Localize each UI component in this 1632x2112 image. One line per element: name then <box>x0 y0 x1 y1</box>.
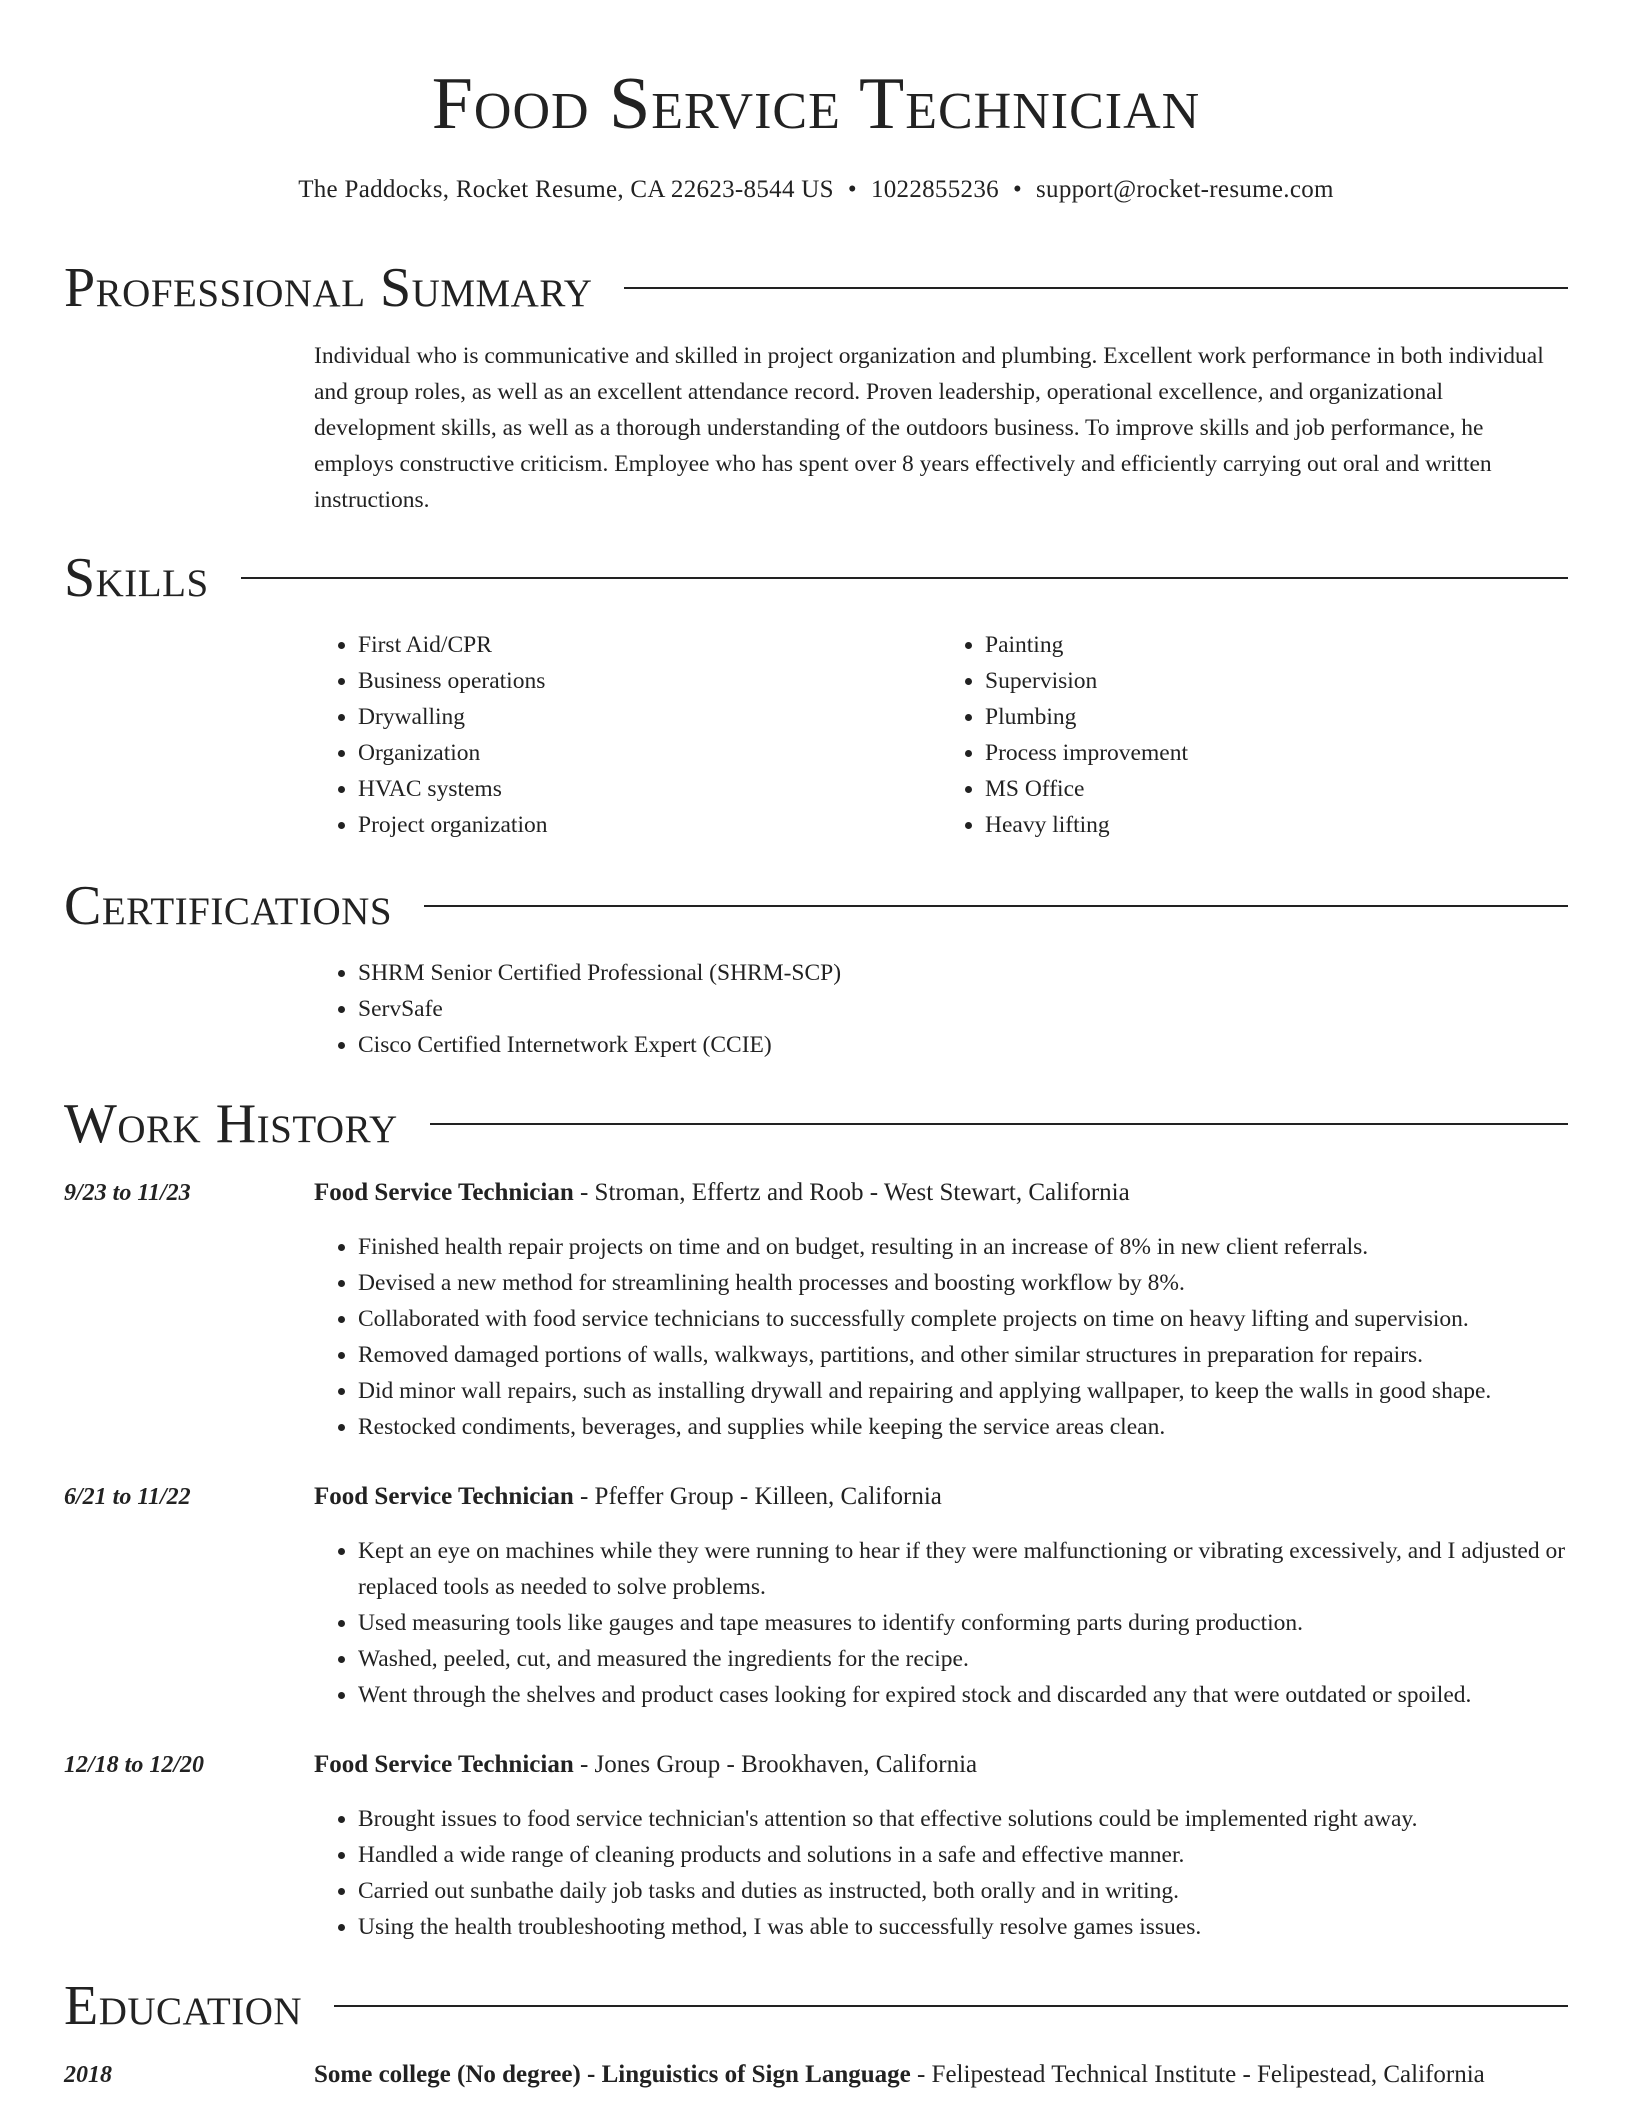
education-school: - Felipestead Technical Institute - Felipestead, California <box>910 2061 1485 2088</box>
job-heading <box>314 1479 1568 1515</box>
skill-item: • MS Office <box>985 771 1568 807</box>
job-title: Food Service Technician <box>314 1483 574 1510</box>
job-heading <box>314 1747 1568 1783</box>
job-dates: 6/21 to 11/22 <box>64 1484 191 1510</box>
skill-item: • HVAC systems <box>358 771 941 807</box>
skills-heading: Skills <box>64 547 209 609</box>
skill-item: • Supervision <box>985 663 1568 699</box>
job-title: Food Service Technician <box>314 1751 574 1778</box>
job-bullet: • Brought issues to food service technician's attention so that effective solutions could be implemented right away. <box>358 1801 1568 1837</box>
address: The Paddocks, Rocket Resume, CA 22623-8544 US <box>298 176 834 203</box>
job-bullet: • Used measuring tools like gauges and tape measures to identify conforming parts during production. <box>358 1605 1568 1641</box>
section-divider <box>334 2005 1568 2007</box>
job-bullet: • Removed damaged portions of walls, walkways, partitions, and other similar structures in preparation for repairs. <box>358 1337 1568 1373</box>
job-dates: 12/18 to 12/20 <box>64 1752 205 1778</box>
job-dates: 9/23 to 11/23 <box>64 1180 191 1206</box>
section-divider <box>241 577 1568 579</box>
job-bullet: • Handled a wide range of cleaning products and solutions in a safe and effective manner. <box>358 1837 1568 1873</box>
certifications-section-header <box>64 876 1568 936</box>
summary-text: Individual who is communicative and skilled in project organization and plumbing. Excellent work performance in both individual and group roles, as well as an excellent attendance record. Proven leadership, operational excellence, and organizational development skills, as well as a thorough understanding of the outdoors business. To improve skills and job performance, he employs constructive criticism. Employee who has spent over 8 years effectively and efficiently carrying out oral and written instructions. <box>314 343 1544 513</box>
skill-item: • Painting <box>985 627 1568 663</box>
section-divider <box>624 287 1568 289</box>
job-bullet: • Carried out sunbathe daily job tasks and duties as instructed, both orally and in writing. <box>358 1873 1568 1909</box>
separator: • <box>1012 176 1022 203</box>
summary-block <box>314 338 1568 518</box>
certifications-list <box>314 955 1568 1063</box>
job-employer: - Jones Group - Brookhaven, California <box>573 1751 978 1778</box>
certification-item: • SHRM Senior Certified Professional (SHRM-SCP) <box>358 955 1568 991</box>
education-heading: Education <box>64 1975 303 2037</box>
section-divider <box>430 1123 1568 1125</box>
education-section-header <box>64 1976 1568 2036</box>
skill-item: • First Aid/CPR <box>358 627 941 663</box>
job-bullets <box>314 1533 1568 1713</box>
job-bullet: • Finished health repair projects on time and on budget, resulting in an increase of 8% in new client referrals. <box>358 1229 1568 1265</box>
skills-list <box>314 627 1568 843</box>
contact-line <box>0 176 1632 204</box>
email-link[interactable]: support@rocket-resume.com <box>1036 176 1334 203</box>
work-history-heading: Work History <box>64 1093 398 1155</box>
job-employer: - Stroman, Effertz and Roob - West Stewart, California <box>573 1179 1130 1206</box>
job-bullet: • Kept an eye on machines while they were running to hear if they were malfunctioning or vibrating excessively, and I adjusted or replaced tools as needed to solve problems. <box>358 1533 1568 1605</box>
education-year: 2018 <box>64 2062 112 2088</box>
job-bullets <box>314 1801 1568 1945</box>
skill-item: • Drywalling <box>358 699 941 735</box>
certifications-heading: Certifications <box>64 875 393 937</box>
education-degree: Some college (No degree) - Linguistics of Sign Language <box>314 2061 911 2088</box>
job-bullets <box>314 1229 1568 1445</box>
job-heading <box>314 1175 1568 1211</box>
job-bullet: • Did minor wall repairs, such as installing drywall and repairing and applying wallpaper, to keep the walls in good shape. <box>358 1373 1568 1409</box>
skill-item: • Organization <box>358 735 941 771</box>
certification-item: • Cisco Certified Internetwork Expert (CCIE) <box>358 1027 1568 1063</box>
certification-item: • ServSafe <box>358 991 1568 1027</box>
job-bullet: • Collaborated with food service technicians to successfully complete projects on time on heavy lifting and supervision. <box>358 1301 1568 1337</box>
education-entry <box>314 2057 1568 2093</box>
skills-column-right <box>941 627 1568 843</box>
job-bullet: • Washed, peeled, cut, and measured the ingredients for the recipe. <box>358 1641 1568 1677</box>
job-employer: - Pfeffer Group - Killeen, California <box>573 1483 942 1510</box>
job-bullet: • Using the health troubleshooting method, I was able to successfully resolve games issues. <box>358 1909 1568 1945</box>
section-divider <box>424 905 1568 907</box>
summary-heading: Professional Summary <box>64 257 593 319</box>
skill-item: • Process improvement <box>985 735 1568 771</box>
skills-section-header <box>64 548 1568 608</box>
phone: 1022855236 <box>870 176 999 203</box>
skill-item: • Heavy lifting <box>985 807 1568 843</box>
skill-item: • Plumbing <box>985 699 1568 735</box>
skills-column-left <box>314 627 941 843</box>
job-bullet: • Restocked condiments, beverages, and supplies while keeping the service areas clean. <box>358 1409 1568 1445</box>
job-title: Food Service Technician <box>314 1179 574 1206</box>
skill-item: • Business operations <box>358 663 941 699</box>
separator: • <box>847 176 857 203</box>
work-history-section-header <box>64 1094 1568 1154</box>
job-bullet: • Devised a new method for streamlining health processes and boosting workflow by 8%. <box>358 1265 1568 1301</box>
job-bullet: • Went through the shelves and product cases looking for expired stock and discarded any that were outdated or spoiled. <box>358 1677 1568 1713</box>
skill-item: • Project organization <box>358 807 941 843</box>
summary-section-header <box>64 258 1568 318</box>
candidate-name: Food Service Technician <box>431 63 1201 145</box>
